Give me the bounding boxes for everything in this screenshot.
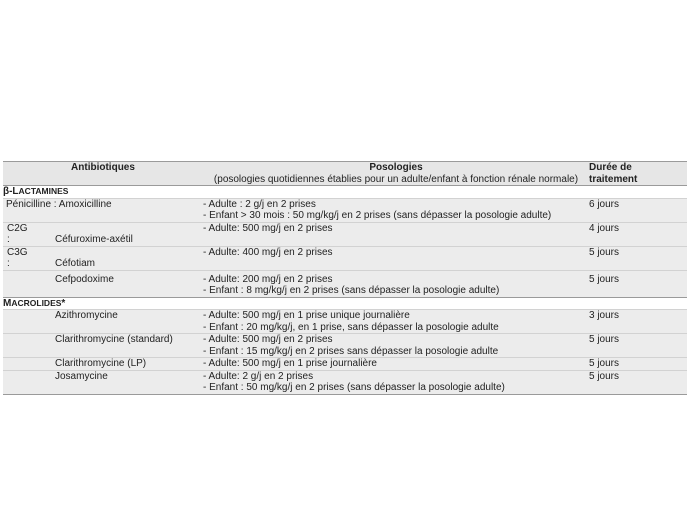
table-row bbox=[3, 198, 687, 222]
header-posology bbox=[203, 162, 589, 186]
section-suffix: * bbox=[61, 297, 66, 309]
table-row bbox=[3, 222, 687, 246]
posology-cell bbox=[203, 222, 589, 246]
drug-name: Céfuroxime-axétil bbox=[55, 234, 133, 245]
drug-name: Josamycine bbox=[55, 370, 108, 382]
header-posology-subtitle: (posologies quotidiennes établies pour un adulte/enfant à fonction rénale normale) bbox=[213, 173, 579, 185]
drug-name: Clarithromycine (standard) bbox=[55, 334, 173, 345]
posology-cell bbox=[203, 198, 589, 222]
posology-cell bbox=[203, 310, 589, 334]
duration-cell: 4 jours bbox=[589, 222, 687, 246]
section-title-macrolides bbox=[3, 297, 687, 310]
section-prefix: M bbox=[3, 297, 12, 309]
section-title-beta-lactamines bbox=[3, 186, 687, 199]
posology-cell bbox=[203, 270, 589, 297]
table-header-row bbox=[3, 162, 687, 186]
table-row bbox=[3, 370, 687, 394]
duration-cell: 5 jours bbox=[589, 334, 687, 358]
drug-cell bbox=[3, 270, 203, 297]
posology-line: - Adulte: 200 mg/j en 2 prises bbox=[203, 273, 333, 285]
antibiotic-dosage-table bbox=[3, 161, 687, 395]
posology-cell bbox=[203, 334, 589, 358]
drug-name: Pénicilline : Amoxicilline bbox=[6, 198, 112, 210]
table-row bbox=[3, 358, 687, 371]
header-posology-title: Posologies bbox=[369, 162, 423, 173]
header-duration-line1: Durée de bbox=[589, 162, 632, 173]
posology-line: - Adulte: 500 mg/j en 1 prise unique journalière bbox=[203, 310, 410, 321]
drug-cell bbox=[3, 358, 203, 371]
drug-name: Cefpodoxime bbox=[55, 273, 114, 285]
drug-cell bbox=[3, 222, 203, 246]
posology-line: - Adulte: 500 mg/j en 2 prises bbox=[203, 334, 333, 345]
drug-cell bbox=[3, 310, 203, 334]
drug-cell bbox=[3, 334, 203, 358]
posology-line: - Enfant : 20 mg/kg/j, en 1 prise, sans dépasser la posologie adulte bbox=[203, 321, 499, 333]
posology-line: - Enfant > 30 mois : 50 mg/kg/j en 2 prises (sans dépasser la posologie adulte) bbox=[203, 210, 552, 221]
duration-cell: 5 jours bbox=[589, 358, 687, 371]
posology-line: - Adulte : 2 g/j en 2 prises bbox=[203, 198, 316, 210]
duration-value: 5 jours bbox=[589, 273, 620, 285]
posology-line: - Adulte: 2 g/j en 2 prises bbox=[203, 370, 314, 382]
drug-name: Azithromycine bbox=[55, 310, 118, 321]
duration-cell: 5 jours bbox=[589, 246, 687, 270]
header-duration bbox=[589, 162, 687, 186]
table-row bbox=[3, 270, 687, 297]
table-row bbox=[3, 334, 687, 358]
drug-class: C2G : bbox=[7, 222, 28, 245]
posology-line: - Adulte: 500 mg/j en 1 prise journalière bbox=[203, 358, 377, 369]
drug-class: C3G : bbox=[7, 246, 28, 269]
posology-cell bbox=[203, 370, 589, 394]
duration-cell bbox=[589, 270, 687, 297]
section-row-beta-lactamines bbox=[3, 186, 687, 199]
duration-cell: 3 jours bbox=[589, 310, 687, 334]
header-duration-line2: traitement bbox=[589, 173, 638, 185]
header-antibiotics: Antibiotiques bbox=[3, 162, 203, 186]
table-row bbox=[3, 310, 687, 334]
table-row bbox=[3, 246, 687, 270]
duration-cell: 6 jours bbox=[589, 198, 687, 222]
drug-name: Clarithromycine (LP) bbox=[55, 358, 147, 369]
drug-cell bbox=[3, 198, 203, 222]
drug-cell bbox=[3, 370, 203, 394]
duration-cell: 5 jours bbox=[589, 370, 687, 394]
posology-cell bbox=[203, 246, 589, 270]
posology-line: - Enfant : 15 mg/kg/j en 2 prises sans dépasser la posologie adulte bbox=[203, 345, 499, 357]
section-row-macrolides bbox=[3, 297, 687, 310]
posology-line: - Enfant : 50 mg/kg/j en 2 prises (sans dépasser la posologie adulte) bbox=[203, 382, 505, 393]
drug-name: Céfotiam bbox=[55, 258, 96, 269]
section-smallcaps: ACROLIDES bbox=[11, 297, 62, 308]
posology-line: - Enfant : 8 mg/kg/j en 2 prises (sans dépasser la posologie adulte) bbox=[203, 285, 500, 296]
drug-cell bbox=[3, 246, 203, 270]
section-smallcaps: ACTAMINES bbox=[18, 186, 69, 196]
section-prefix: β-L bbox=[3, 186, 19, 197]
posology-cell bbox=[203, 358, 589, 371]
posology-line: - Adulte: 500 mg/j en 2 prises bbox=[203, 222, 333, 234]
posology-line: - Adulte: 400 mg/j en 2 prises bbox=[203, 246, 333, 258]
